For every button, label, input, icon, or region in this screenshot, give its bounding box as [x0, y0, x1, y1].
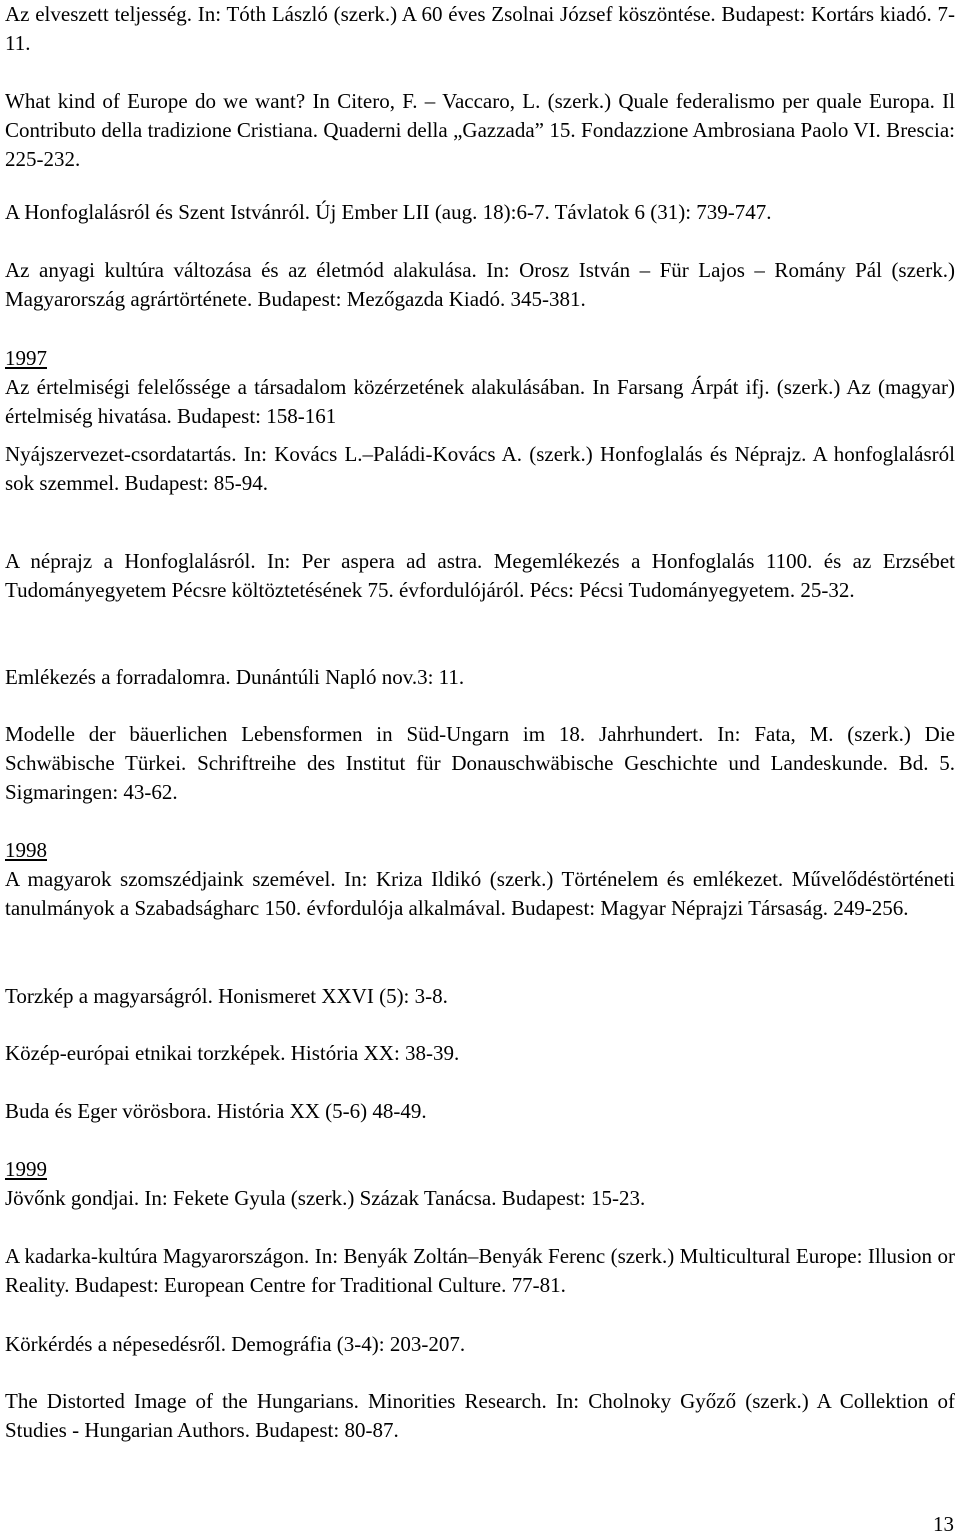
bibliography-entry: A kadarka-kultúra Magyarországon. In: Benyák Zoltán–Benyák Ferenc (szerk.) Multicultural Europe: Illusion or Reality. Budapest: European Centre for Traditional Culture. 77-81.	[5, 1244, 955, 1297]
bibliography-entry: Nyájszervezet-csordatartás. In: Kovács L.–Paládi-Kovács A. (szerk.) Honfoglalás és Néprajz. A honfoglalásról sok szemmel. Budapest: 85-94.	[5, 442, 955, 495]
bibliography-entry: Modelle der bäuerlichen Lebensformen in Süd-Ungarn im 18. Jahrhundert. In: Fata, M. (szerk.) Die Schwäbische Türkei. Schriftreihe des Institut für Donauschwäbische Geschichte und Landeskunde. Bd. 5. Sigmaringen: 43-62.	[5, 722, 955, 804]
bibliography-entry: Az értelmiségi felelőssége a társadalom közérzetének alakulásában. In Farsang Árpát ifj. (szerk.) Az (magyar) értelmiség hivatása. Budapest: 158-161	[5, 375, 955, 428]
bibliography-entry: Körkérdés a népesedésről. Demográfia (3-4): 203-207.	[5, 1332, 466, 1356]
bibliography-entry: What kind of Europe do we want? In Citero, F. – Vaccaro, L. (szerk.) Quale federalismo per quale Europa. Il Contributo della tradizione Cristiana. Quaderni della „Gazzada” 15. Fondazzione Ambrosiana Paolo VI. Brescia: 225-232.	[5, 89, 955, 171]
page-number: 13	[933, 1512, 954, 1536]
bibliography-entry: A Honfoglalásról és Szent Istvánról. Új Ember LII (aug. 18):6-7. Távlatok 6 (31): 739-747.	[5, 200, 772, 224]
bibliography-entry: The Distorted Image of the Hungarians. Minorities Research. In: Cholnoky Győző (szerk.) A Collektion of Studies - Hungarian Authors. Budapest: 80-87.	[5, 1389, 955, 1442]
year-heading: 1997	[5, 346, 47, 370]
bibliography-entry: Buda és Eger vörösbora. História XX (5-6) 48-49.	[5, 1099, 427, 1123]
bibliography-entry: Emlékezés a forradalomra. Dunántúli Napló nov.3: 11.	[5, 665, 465, 689]
bibliography-entry: Jövőnk gondjai. In: Fekete Gyula (szerk.) Százak Tanácsa. Budapest: 15-23.	[5, 1186, 646, 1210]
bibliography-entry: A magyarok szomszédjaink szemével. In: Kriza Ildikó (szerk.) Történelem és emlékezet. Művelődéstörténeti tanulmányok a Szabadságharc 150. évfordulója alkalmával. Budapest: Magyar Néprajzi Társaság. 249-256.	[5, 867, 955, 920]
bibliography-entry: A néprajz a Honfoglalásról. In: Per aspera ad astra. Megemlékezés a Honfoglalás 1100. és az Erzsébet Tudományegyetem Pécsre költöztetésének 75. évfordulójáról. Pécs: Pécsi Tudományegyetem. 25-32.	[5, 549, 955, 602]
bibliography-entry: Az elveszett teljesség. In: Tóth László (szerk.) A 60 éves Zsolnai József köszöntése. Budapest: Kortárs kiadó. 7-11.	[5, 2, 955, 55]
year-heading: 1998	[5, 838, 47, 862]
bibliography-entry: Közép-európai etnikai torzképek. História XX: 38-39.	[5, 1041, 460, 1065]
bibliography-entry: Torzkép a magyarságról. Honismeret XXVI (5): 3-8.	[5, 984, 448, 1008]
year-heading: 1999	[5, 1157, 47, 1181]
bibliography-entry: Az anyagi kultúra változása és az életmód alakulása. In: Orosz István – Für Lajos – Romány Pál (szerk.) Magyarország agrártörténete. Budapest: Mezőgazda Kiadó. 345-381.	[5, 258, 955, 311]
